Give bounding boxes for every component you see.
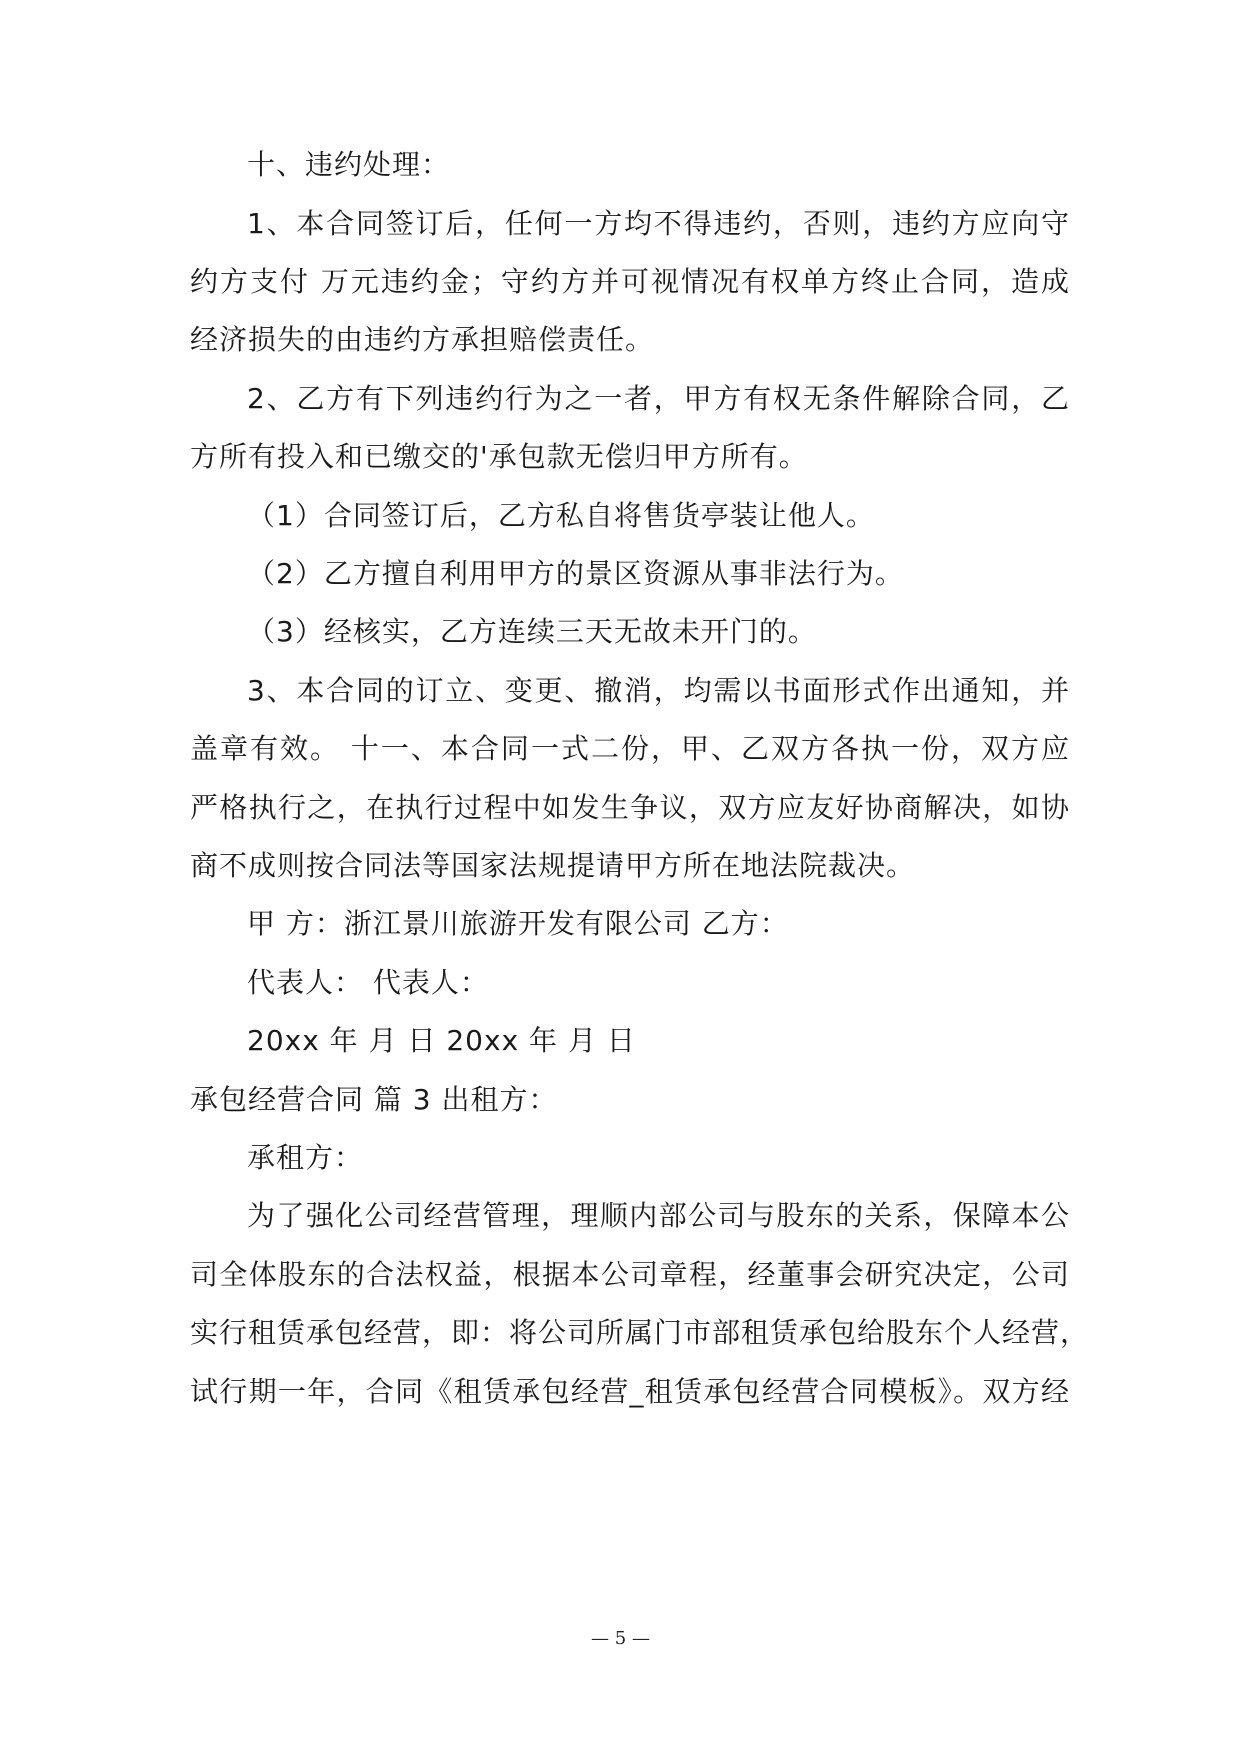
clause-2-item-3: （3）经核实，乙方连续三天无故未开门的。 [247,615,817,648]
clause-3-line-2: 盖章有效。 十一、本合同一式二份，甲、乙双方各执一份，双方应 [190,732,1070,765]
contract-3-para-line-2: 司全体股东的合法权益，根据本公司章程，经董事会研究决定，公司 [190,1258,1070,1291]
clause-3-line-3: 严格执行之，在执行过程中如发生争议，双方应友好协商解决，如协 [190,791,1070,824]
contract-3-title: 承包经营合同 篇 3 出租方： [190,1083,558,1116]
signature-dates: 20xx 年 月 日 20xx 年 月 日 [247,1024,636,1057]
contract-3-para-line-1: 为了强化公司经营管理，理顺内部公司与股东的关系，保障本公 [247,1199,1070,1232]
clause-3-line-4: 商不成则按合同法等国家法规提请甲方所在地法院裁决。 [190,849,916,882]
clause-3-line-1: 3、本合同的订立、变更、撤消，均需以书面形式作出通知，并 [247,674,1070,707]
clause-1-line-2: 约方支付 万元违约金；守约方并可视情况有权单方终止合同，造成 [190,265,1070,298]
clause-2-line-2: 方所有投入和已缴交的'承包款无偿归甲方所有。 [190,440,808,473]
page-number: — 5 — [591,1628,650,1649]
section-heading-breach: 十、违约处理： [247,148,451,181]
clause-2-item-1: （1）合同签订后，乙方私自将售货亭装让他人。 [247,499,875,532]
clause-1-line-1: 1、本合同签订后，任何一方均不得违约，否则，违约方应向守 [247,207,1070,240]
clause-1-line-3: 经济损失的由违约方承担赔偿责任。 [190,323,655,356]
lessee-label: 承租方： [247,1141,364,1174]
contract-3-para-line-3: 实行租赁承包经营，即：将公司所属门市部租赁承包给股东个人经营， [190,1316,1090,1349]
clause-2-line-1: 2、乙方有下列违约行为之一者，甲方有权无条件解除合同，乙 [247,382,1070,415]
signature-parties: 甲 方：浙江景川旅游开发有限公司 乙方： [247,907,789,940]
signature-representatives: 代表人： 代表人： [247,966,489,999]
clause-2-item-2: （2）乙方擅自利用甲方的景区资源从事非法行为。 [247,557,904,590]
contract-3-para-line-4: 试行期一年，合同《租赁承包经营_租赁承包经营合同模板》。双方经 [190,1375,1070,1408]
